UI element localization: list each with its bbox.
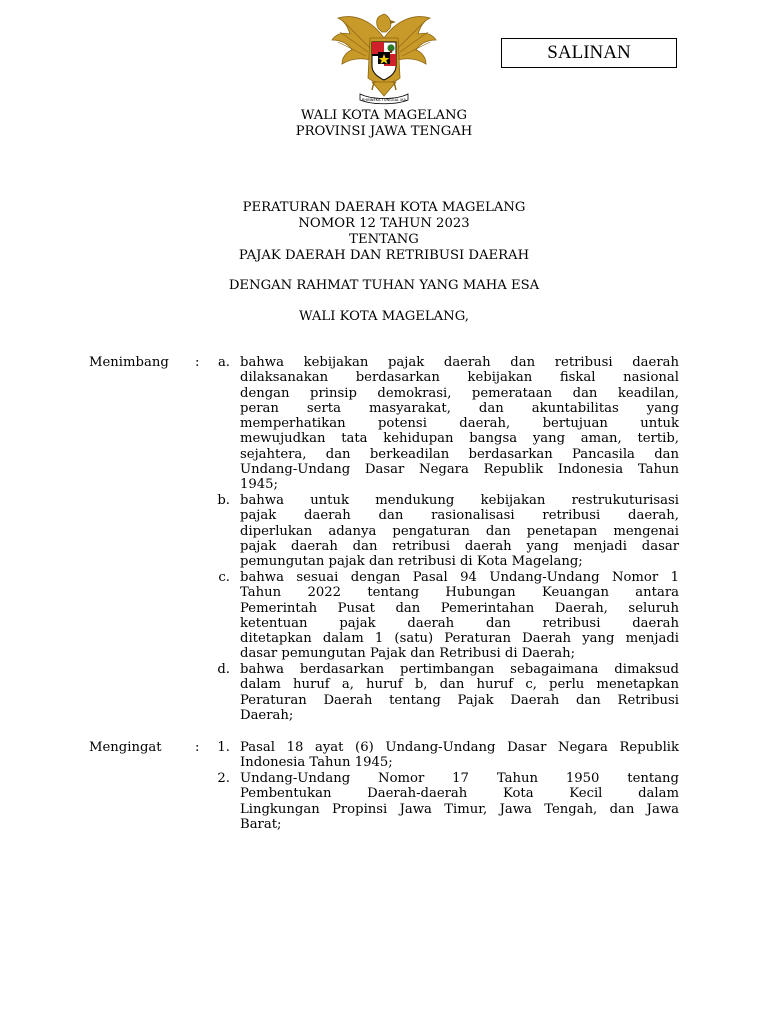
garuda-emblem-icon	[330, 8, 438, 106]
menimbang-label: Menimbang	[89, 355, 169, 370]
header-line-1: WALI KOTA MAGELANG	[300, 108, 468, 123]
reference-1-mark: 1.	[217, 740, 230, 755]
salinan-stamp: SALINAN	[501, 38, 677, 68]
motto-text: BHINNEKA TUNGGAL IKA	[361, 98, 407, 102]
consideration-c-text: bahwa sesuai dengan Pasal 94 Undang-Undang Nomor 1 Tahun 2022 tentang Hubungan Keuangan antara Pemerintah Pusat dan Pemerintahan Daerah, seluruh ketentuan pajak daerah dan retribusi daerah ditetapkan dalam 1 (satu) Peraturan Daerah yang menjadi dasar pemungutan Pajak dan Retribusi di Daerah;	[240, 570, 679, 662]
consideration-d-mark: d.	[217, 662, 230, 677]
reference-2-text: Undang-Undang Nomor 17 Tahun 1950 tentang Pembentukan Daerah-daerah Kota Kecil dalam Lingkungan Propinsi Jawa Timur, Jawa Tengah, dan Jawa Barat;	[240, 771, 679, 832]
consideration-b-mark: b.	[217, 493, 230, 508]
title-line-1: PERATURAN DAERAH KOTA MAGELANG	[242, 200, 526, 215]
reference-2-mark: 2.	[217, 771, 230, 786]
authority-line: WALI KOTA MAGELANG,	[299, 309, 469, 324]
consideration-a-mark: a.	[217, 355, 230, 370]
mengingat-colon: :	[195, 740, 200, 755]
reference-1-text: Pasal 18 ayat (6) Undang-Undang Dasar Negara Republik Indonesia Tahun 1945;	[240, 740, 679, 771]
consideration-d-text: bahwa berdasarkan pertimbangan sebagaimana dimaksud dalam huruf a, huruf b, dan huruf c, perlu menetapkan Peraturan Daerah tentang Pajak Daerah dan Retribusi Daerah;	[240, 662, 679, 723]
menimbang-colon: :	[195, 355, 200, 370]
invocation: DENGAN RAHMAT TUHAN YANG MAHA ESA	[228, 278, 540, 293]
title-line-2: NOMOR 12 TAHUN 2023	[298, 216, 470, 231]
consideration-b-text: bahwa untuk mendukung kebijakan restrukuturisasi pajak daerah dan rasionalisasi retribusi daerah, diperlukan adanya pengaturan dan penetapan mengenai pajak daerah dan retribusi daerah yang menjadi dasar pemungutan pajak dan retribusi di Kota Magelang;	[240, 493, 679, 570]
consideration-c-mark: c.	[218, 570, 230, 585]
title-line-4: PAJAK DAERAH DAN RETRIBUSI DAERAH	[238, 248, 530, 263]
title-line-3: TENTANG	[349, 232, 419, 247]
mengingat-label: Mengingat	[89, 740, 162, 755]
consideration-a-text: bahwa kebijakan pajak daerah dan retribusi daerah dilaksanakan berdasarkan kebijakan fiskal nasional dengan prinsip demokrasi, pemerataan dan keadilan, peran serta masyarakat, dan akuntabilitas yang memperhatikan potensi daerah, bertujuan untuk mewujudkan tata kehidupan bangsa yang aman, tertib, sejahtera, dan berkeadilan berdasarkan Pancasila dan Undang-Undang Dasar Negara Republik Indonesia Tahun 1945;	[240, 355, 679, 493]
header-line-2: PROVINSI JAWA TENGAH	[295, 124, 473, 139]
